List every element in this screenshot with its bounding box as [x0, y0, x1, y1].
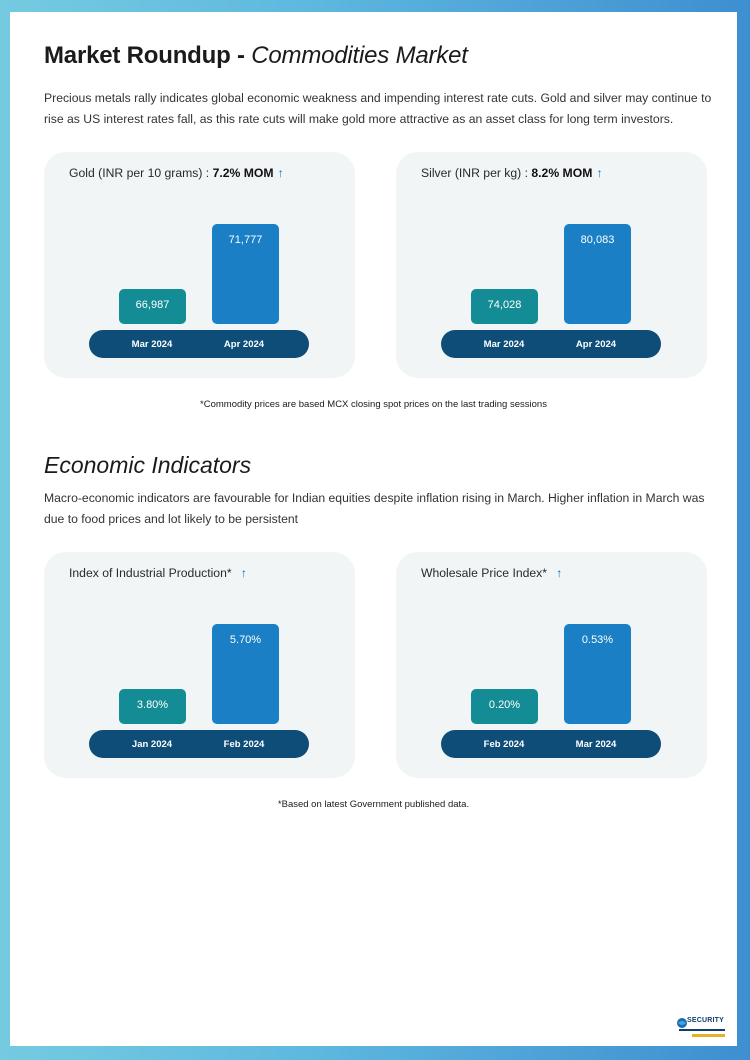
arrow-up-icon: ↑ [240, 566, 247, 580]
category-axis [89, 330, 309, 358]
bar-mar-2024 [471, 289, 538, 324]
category-label: Jan 2024 [131, 739, 173, 750]
category-label: Feb 2024 [483, 739, 525, 750]
category-label: Apr 2024 [575, 339, 617, 350]
bar-feb-2024 [471, 689, 538, 724]
bar-mar-2024 [119, 289, 186, 324]
category-axis [441, 330, 661, 358]
chart-title-label: Index of Industrial Production* [69, 566, 232, 580]
bar-jan-2024 [119, 689, 186, 724]
category-label: Apr 2024 [223, 339, 265, 350]
arrow-up-icon: ↑ [277, 166, 284, 180]
category-axis [89, 730, 309, 758]
chart-title-label: Silver (INR per kg) : [421, 166, 532, 180]
bar-value-label: 80,083 [580, 234, 615, 246]
chart-title-change: 7.2% MOM [212, 166, 274, 180]
arrow-up-icon: ↑ [556, 566, 563, 580]
security-logo [676, 1015, 728, 1041]
iip-chart-card [44, 552, 355, 778]
bar-value-label: 3.80% [136, 699, 169, 711]
category-label: Feb 2024 [223, 739, 265, 750]
category-label: Mar 2024 [131, 339, 173, 350]
economic-intro: Macro-economic indicators are favourable for Indian equities despite inflation rising in March. Higher inflation in March was due to food prices and lot likely to be persistent [44, 491, 705, 526]
bar-apr-2024 [212, 224, 279, 324]
arrow-up-icon: ↑ [596, 166, 603, 180]
bar-value-label: 74,028 [487, 299, 522, 311]
category-label: Mar 2024 [483, 339, 525, 350]
category-axis [441, 730, 661, 758]
chart-title-label: Wholesale Price Index* [421, 566, 547, 580]
chart-title-label: Gold (INR per 10 grams) : [69, 166, 213, 180]
report-page [10, 12, 737, 1046]
title-italic: Commodities Market [251, 42, 468, 69]
gold-chart-card [44, 152, 355, 378]
category-label: Mar 2024 [575, 739, 617, 750]
bar-value-label: 0.20% [488, 699, 521, 711]
bar-value-label: 71,777 [228, 234, 263, 246]
bar-value-label: 5.70% [229, 634, 262, 646]
bar-feb-2024 [212, 624, 279, 724]
silver-chart-card [396, 152, 707, 378]
title-bold: Market Roundup - [44, 42, 252, 69]
bar-apr-2024 [564, 224, 631, 324]
logo-wordmark: SECURITY [687, 1017, 724, 1024]
chart-title [421, 166, 602, 180]
chart-title [421, 566, 562, 580]
bar-value-label: 66,987 [135, 299, 170, 311]
bar-mar-2024 [564, 624, 631, 724]
commodities-intro: Precious metals rally indicates global economic weakness and impending interest rate cuts. Gold and silver may continue to rise as US interest rates fall, as this rate cuts will make gold more attractive as an asset class for long term investors. [44, 91, 712, 126]
chart-title [69, 566, 247, 580]
economic-footnote: *Based on latest Government published data. [277, 799, 470, 810]
commodities-footnote: *Commodity prices are based MCX closing spot prices on the last trading sessions [200, 399, 547, 410]
wpi-chart-card [396, 552, 707, 778]
page-title [44, 42, 468, 70]
chart-title [69, 166, 284, 180]
section-title: Economic Indicators [44, 452, 252, 478]
bar-value-label: 0.53% [581, 634, 614, 646]
chart-title-change: 8.2% MOM [531, 166, 593, 180]
